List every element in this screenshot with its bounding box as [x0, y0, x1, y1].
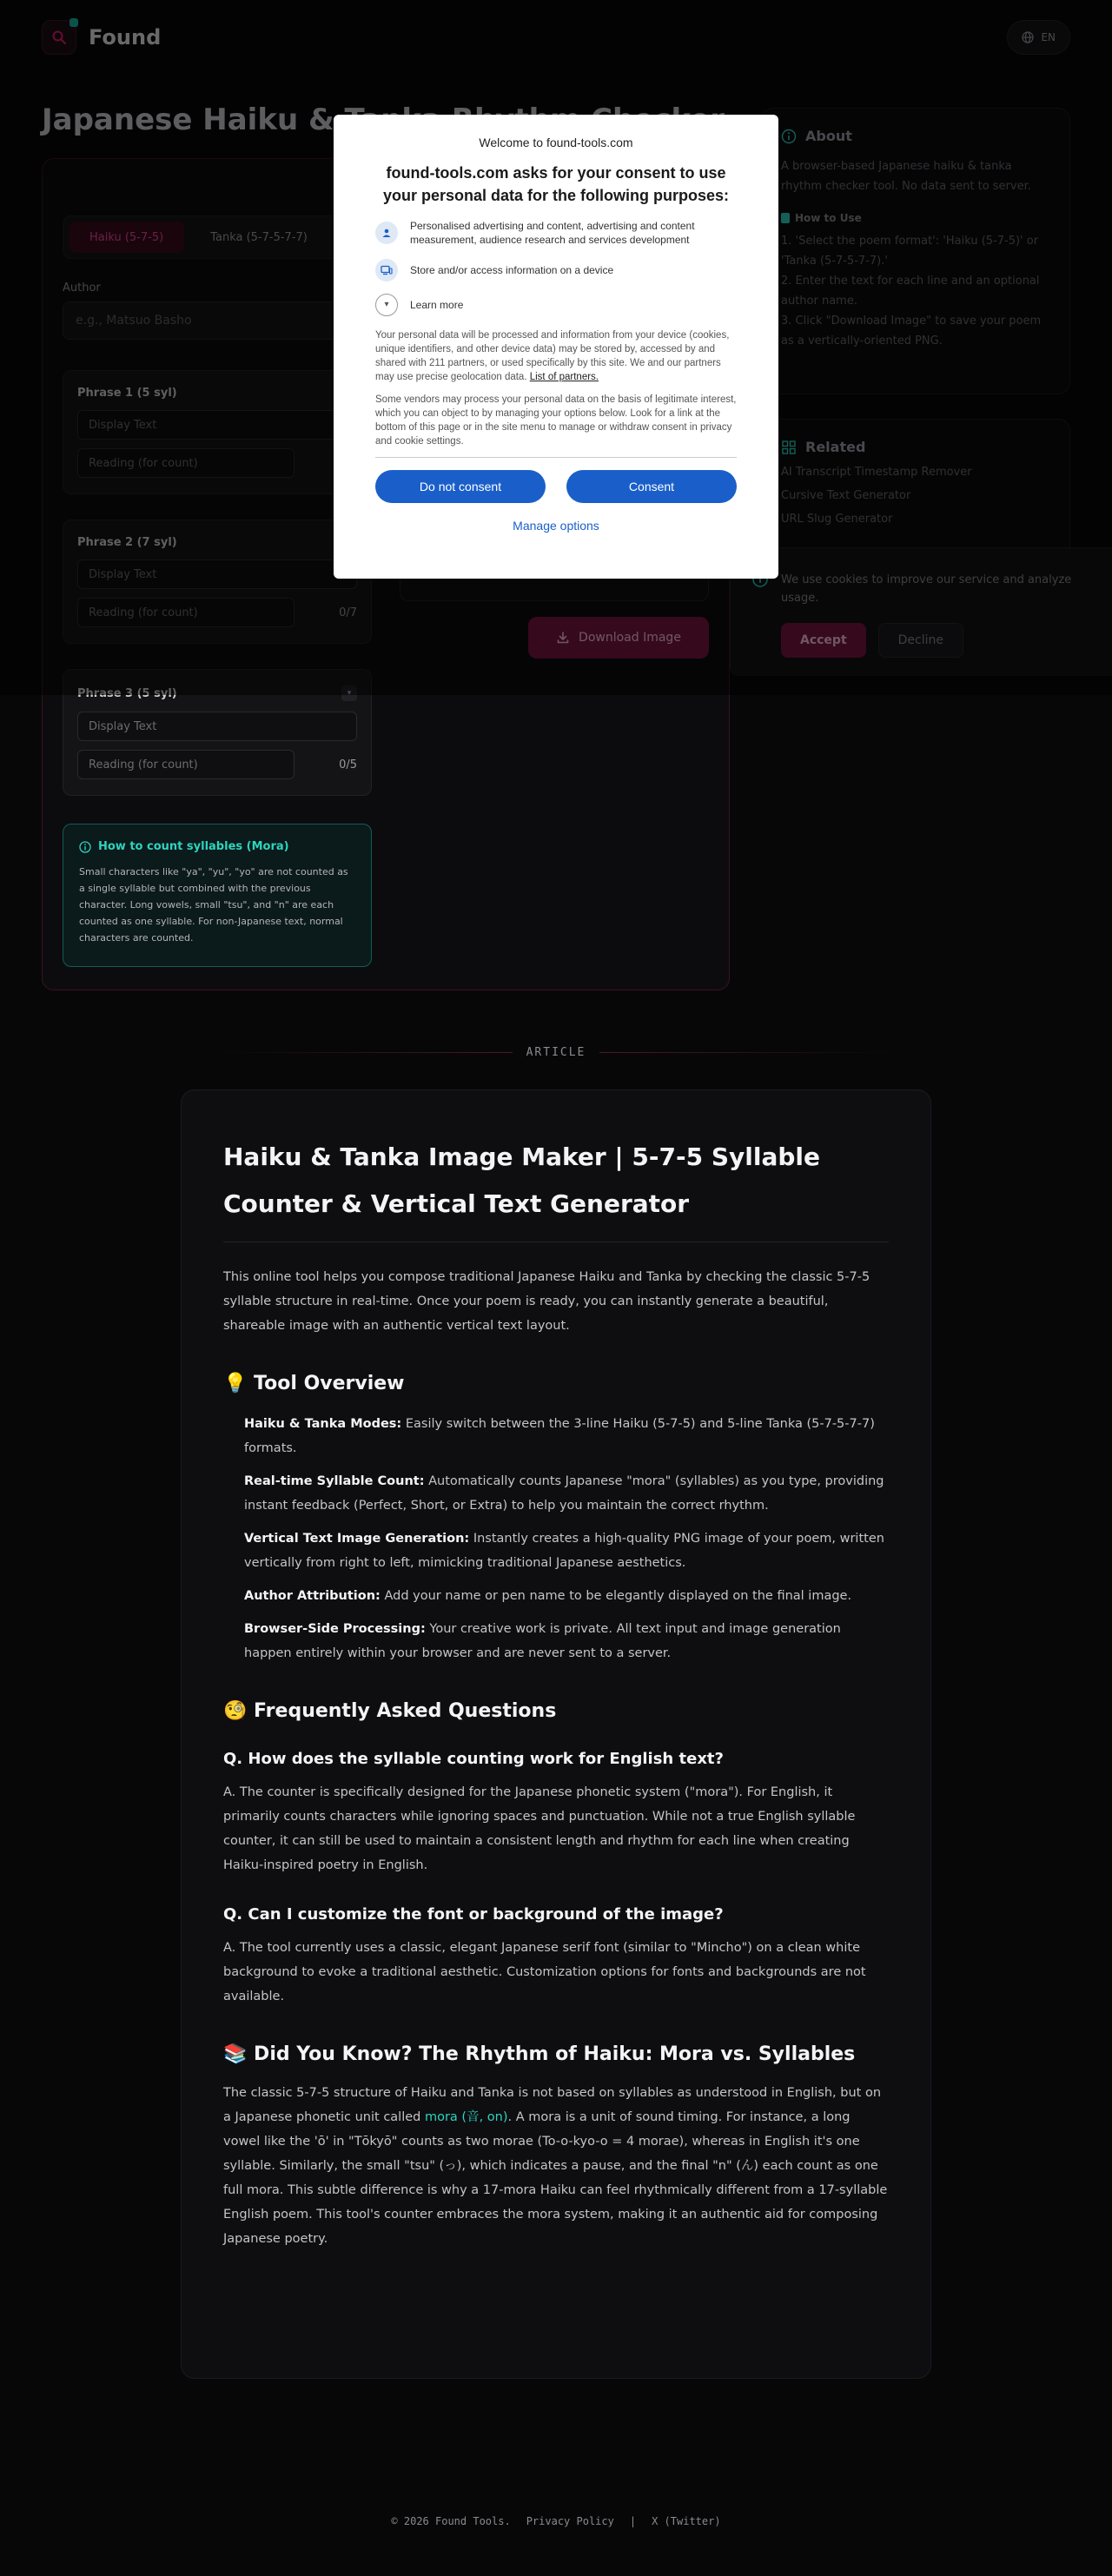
faq-answer: A. The tool currently uses a classic, elegant Japanese serif font (similar to "Mincho") on a clean white background to evoke a traditional aesthetic. Customization options for fonts and backgrounds are not available.: [223, 1941, 866, 2003]
copyright: © 2026 Found Tools.: [391, 2515, 511, 2527]
consent-text: [375, 328, 737, 384]
syllable-tip-card: [63, 824, 372, 967]
purpose-row: [375, 259, 737, 281]
learn-more-row[interactable]: [375, 294, 737, 316]
list-item-term: Haiku & Tanka Modes:: [244, 1417, 402, 1431]
site-footer: [0, 2515, 1112, 2527]
list-item: [244, 1469, 889, 1518]
purpose-text: Store and/or access information on a device: [410, 264, 614, 276]
dyk-text-end: . A mora is a unit of sound timing. For instance, a long vowel like the 'ō' in "Tōkyō" counts as two morae (To-o-kyo-o = 4 morae), whereas in English it's one syllable. Similarly, the small "tsu" (っ), which indicates a pause, and the final "n" (ん) each count as one full mora. This subtle difference is why a 17-mora Haiku can feel rhythmically different from a 17-syllable English poem. This tool's counter embraces the mora system, making it an authentic aid for composing Japanese poetry.: [223, 2110, 888, 2246]
faq-question: Q. Can I customize the font or background of the image?: [223, 1905, 724, 1924]
overview-list: [223, 1412, 889, 1665]
list-item-term: Real-time Syllable Count:: [244, 1474, 425, 1488]
display-text-input[interactable]: Display Text: [77, 712, 357, 741]
tip-body: Small characters like "ya", "yu", "yo" are not counted as a single syllable but combined with the previous character. Long vowels, small "tsu", and "n" are each counted as one syllable. For non-Japanese text, normal characters are counted.: [79, 866, 348, 944]
list-item: [244, 1412, 889, 1460]
article-separator: [42, 1041, 1070, 1063]
mora-term: mora (音, on): [424, 2110, 508, 2124]
article-label: ARTICLE: [526, 1045, 586, 1059]
list-item-desc: Instantly creates a high-quality PNG image of your poem, written vertically from right to left, mimicking traditional Japanese aesthetics.: [244, 1532, 884, 1570]
faq-heading: 🧐 Frequently Asked Questions: [223, 1700, 557, 1722]
learn-more-label[interactable]: Learn more: [410, 299, 464, 311]
purpose-text: Personalised advertising and content, advertising and content measurement, audience research and services development: [410, 220, 695, 246]
consent-heading: found-tools.com asks for your consent to use your personal data for the following purposes:: [382, 164, 730, 204]
tip-title: How to count syllables (Mora): [98, 840, 289, 853]
syllable-count: 0/5: [339, 758, 357, 771]
did-you-know-text: [223, 2081, 889, 2251]
list-item: [244, 1584, 889, 1608]
consent-text-2: Some vendors may process your personal data on the basis of legitimate interest, which you can object to by managing your options below. Look for a link at the bottom of this page or in the site menu to manage or withdraw consent in privacy and cookie settings.: [375, 394, 737, 447]
divider: [599, 1052, 895, 1053]
footer-separator: |: [629, 2515, 637, 2527]
twitter-link[interactable]: X (Twitter): [652, 2515, 721, 2527]
dyk-text-start: The classic 5-7-5 structure of Haiku and Tanka is not based on syllables as understood in English, but on a Japanese phonetic unit called: [223, 2086, 882, 2124]
overview-heading: 💡 Tool Overview: [223, 1373, 405, 1394]
purpose-row: [375, 219, 737, 247]
manage-options-link[interactable]: Manage options: [513, 519, 599, 533]
reading-input[interactable]: Reading (for count): [77, 750, 295, 779]
article-intro: This online tool helps you compose traditional Japanese Haiku and Tanka by checking the classic 5-7-5 syllable structure in real-time. Once your poem is ready, you can instantly generate a beautiful, shareable image with an authentic vertical text layout.: [223, 1270, 870, 1333]
info-icon: [79, 841, 91, 853]
list-item-term: Vertical Text Image Generation:: [244, 1532, 470, 1546]
article-title: Haiku & Tanka Image Maker | 5-7-5 Syllable Counter & Vertical Text Generator: [223, 1142, 820, 1218]
chevron-down-icon[interactable]: ▾: [375, 294, 398, 316]
do-not-consent-button[interactable]: Do not consent: [375, 470, 546, 503]
privacy-link[interactable]: Privacy Policy: [526, 2515, 614, 2527]
partners-link[interactable]: List of partners.: [529, 372, 599, 382]
divider: [375, 457, 737, 458]
consent-welcome: Welcome to found-tools.com: [479, 136, 633, 149]
consent-buttons: [375, 470, 737, 503]
device-icon: [375, 259, 398, 281]
consent-text-body: Your personal data will be processed and information from your device (cookies, unique identifiers, and other device data) may be stored by, accessed by and shared with 211 partners, or used specifically by this site. We and our partners may use precise geolocation data.: [375, 330, 730, 382]
faq-question: Q. How does the syllable counting work for English text?: [223, 1750, 724, 1768]
list-item-desc: Add your name or pen name to be elegantly displayed on the final image.: [380, 1589, 852, 1603]
tip-title-row: [79, 840, 355, 853]
list-item-desc: Automatically counts Japanese "mora" (syllables) as you type, providing instant feedback (Perfect, Short, or Extra) to help you maintain the correct rhythm.: [244, 1474, 884, 1513]
list-item: [244, 1526, 889, 1575]
list-item: [244, 1617, 889, 1665]
article: [181, 1089, 931, 2379]
list-item-desc: Easily switch between the 3-line Haiku (5-7-5) and 5-line Tanka (5-7-5-7-7) formats.: [244, 1417, 875, 1455]
faq-answer: A. The counter is specifically designed for the Japanese phonetic system ("mora"). For English, it primarily counts characters while ignoring spaces and punctuation. While not a true English syllable counter, it can still be used to maintain a consistent length and rhythm for each line when creating Haiku-inspired poetry in English.: [223, 1785, 856, 1872]
list-item-term: Author Attribution:: [244, 1589, 381, 1603]
person-icon: [375, 222, 398, 244]
list-item-desc: Your creative work is private. All text input and image generation happen entirely within your browser and are never sent to a server.: [244, 1622, 841, 1660]
did-you-know-heading: 📚 Did You Know? The Rhythm of Haiku: Mora vs. Syllables: [223, 2043, 856, 2065]
list-item-term: Browser-Side Processing:: [244, 1622, 426, 1636]
consent-button[interactable]: Consent: [566, 470, 737, 503]
divider: [217, 1052, 513, 1053]
consent-dialog: [334, 115, 778, 579]
